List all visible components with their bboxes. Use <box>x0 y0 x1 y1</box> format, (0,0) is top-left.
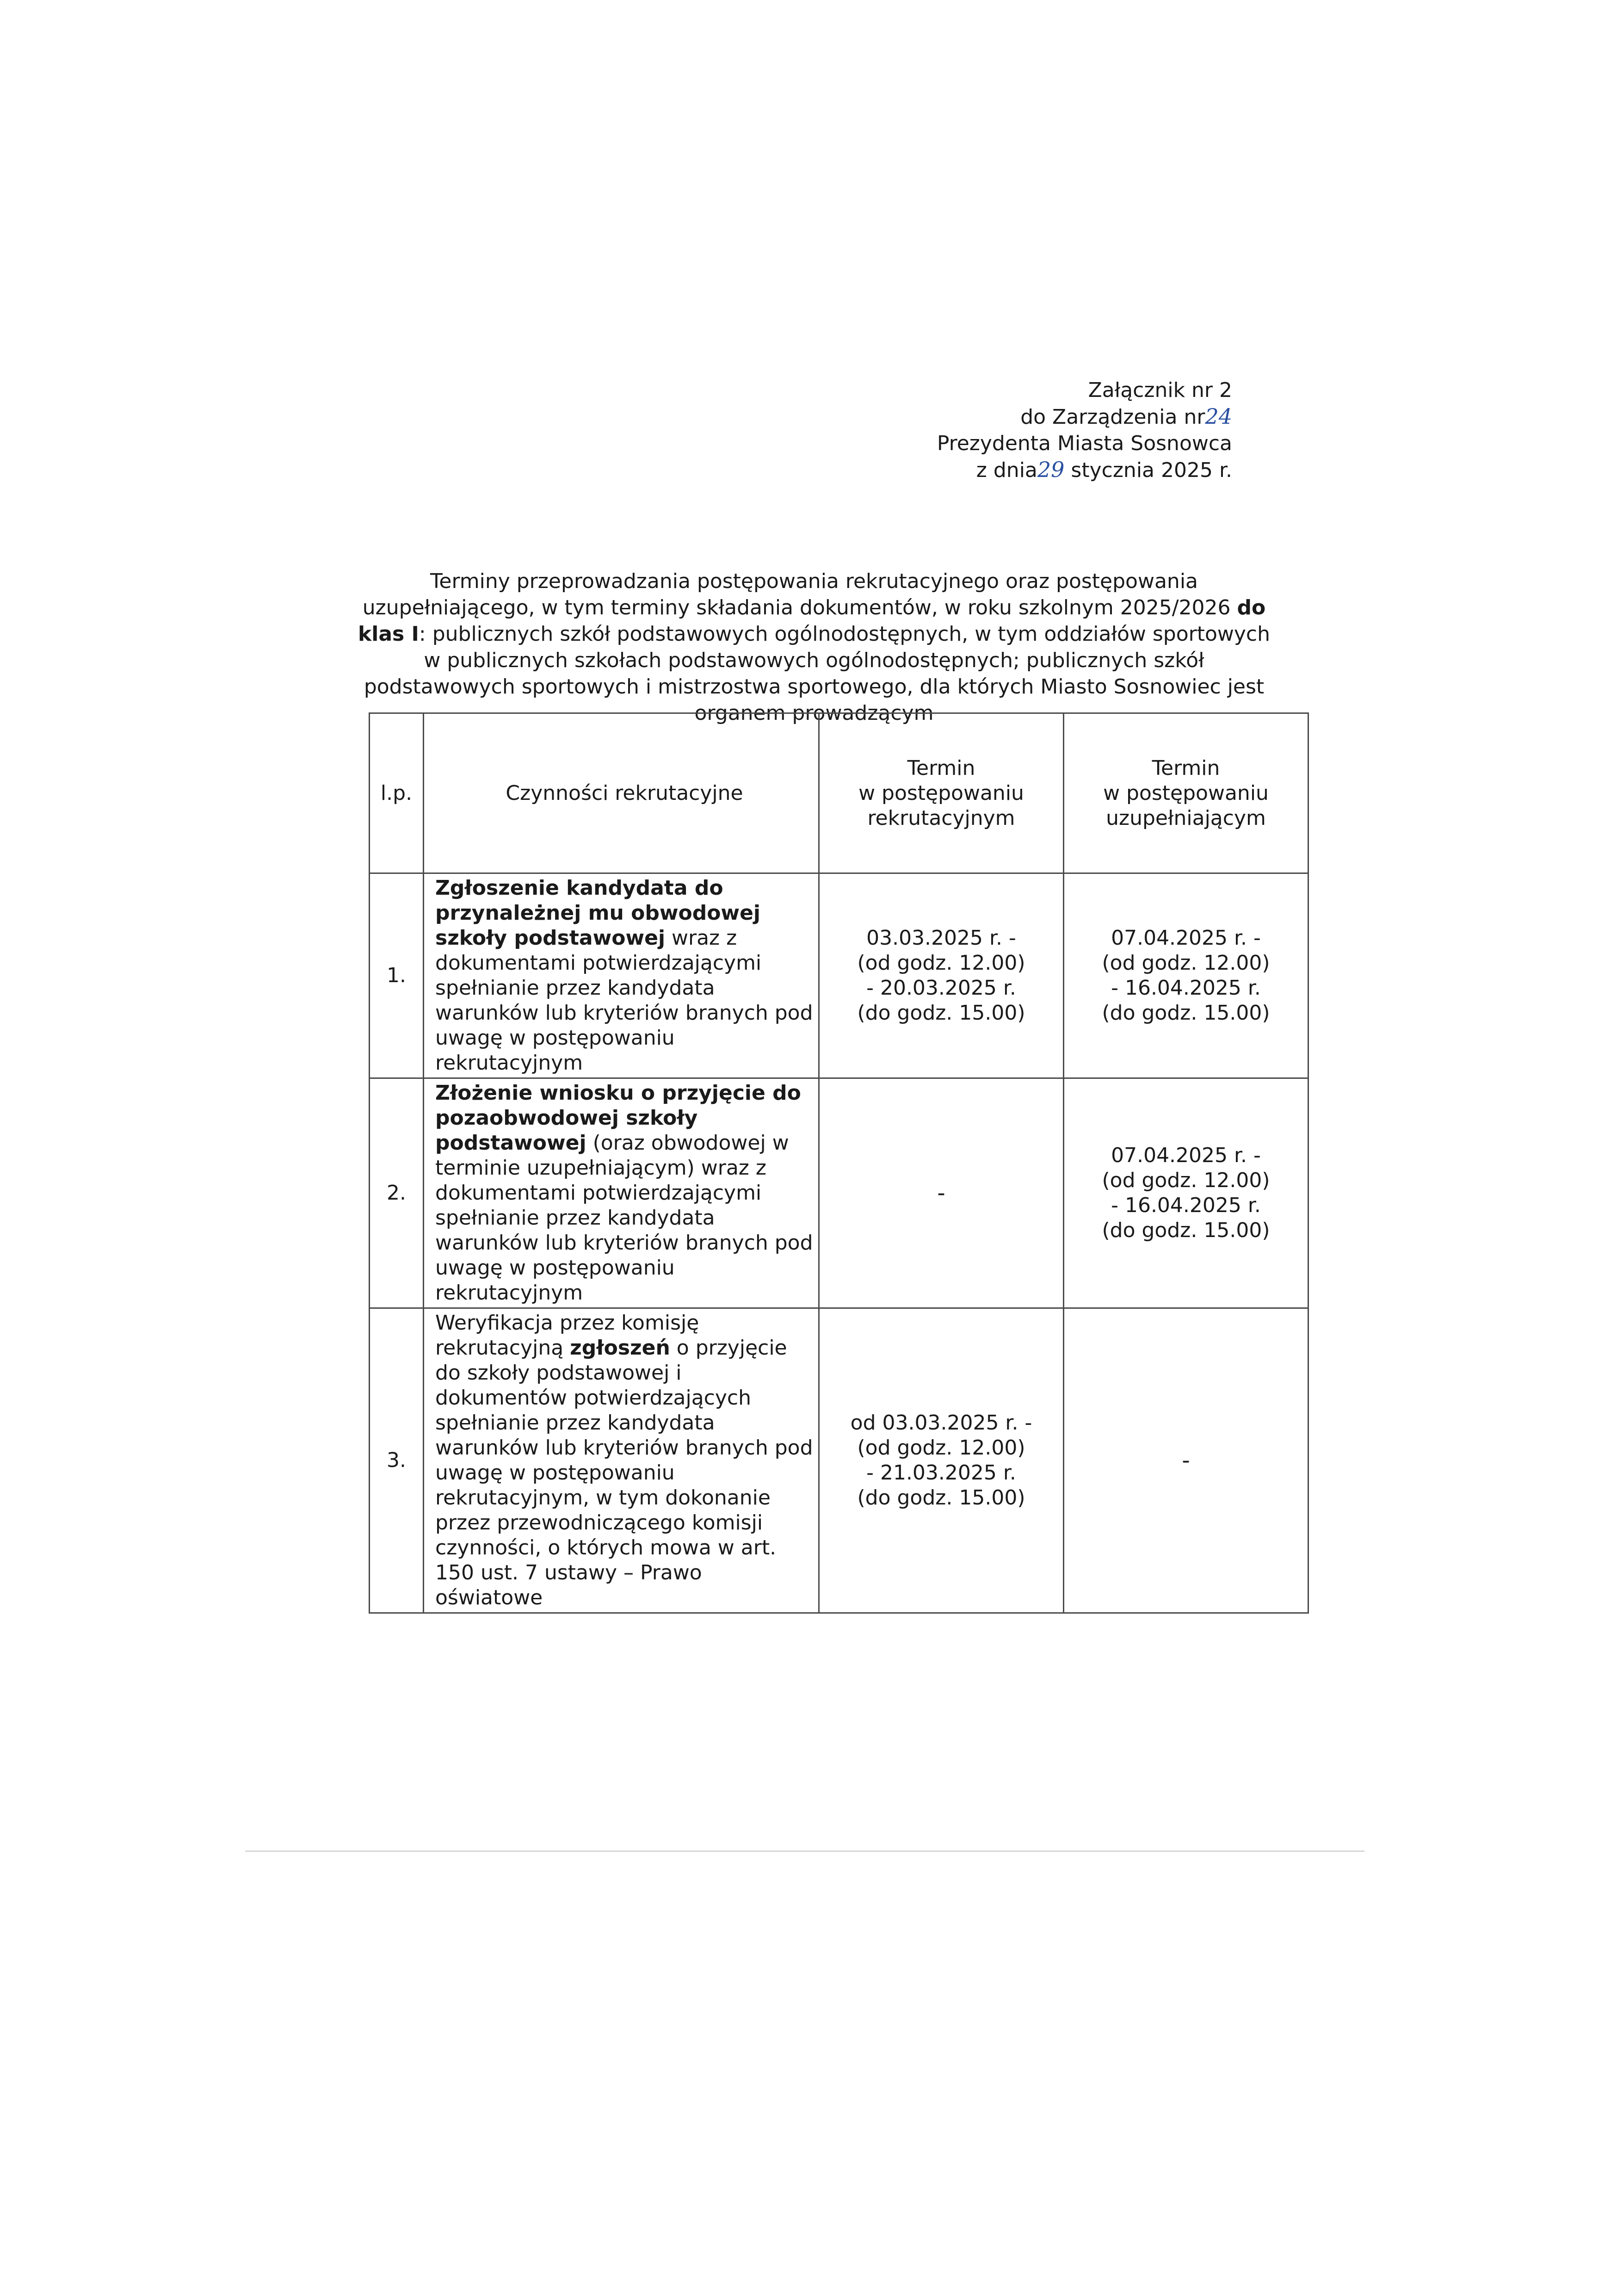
title-bold-part: do klas I <box>358 596 1266 646</box>
row-term-recruitment: - <box>819 1078 1064 1308</box>
activity-bold: Zgłoszenie kandydata do przynależnej mu obwodowej szkoły podstawowej <box>435 876 760 950</box>
date-month-year: stycznia 2025 r. <box>1064 458 1232 482</box>
ordinance-number-line <box>770 403 1232 430</box>
title-part-1: Terminy przeprowadzania postępowania rekrutacyjnego oraz postępowania uzupełniającego, w tym terminy składania dokumentów, w roku szkolnym 2025/2026 <box>362 569 1237 619</box>
row-activity <box>424 1308 819 1613</box>
row-activity <box>424 873 819 1078</box>
table-row <box>370 1308 1308 1613</box>
table-row <box>370 873 1308 1078</box>
row-term-recruitment: 03.03.2025 r. - (od godz. 12.00) - 20.03.2025 r. (do godz. 15.00) <box>819 873 1064 1078</box>
activity-rest: (oraz obwodowej w terminie uzupełniającym) wraz z dokumentami potwierdzającymi spełnianie przez kandydata warunków lub kryteriów branych pod uwagę w postępowaniu rekrutacyjnym <box>435 1131 813 1305</box>
document-title <box>352 568 1277 726</box>
table-header-row <box>370 713 1308 873</box>
header-lp: l.p. <box>370 713 424 873</box>
row-term-recruitment: od 03.03.2025 r. - (od godz. 12.00) - 21.03.2025 r. (do godz. 15.00) <box>819 1308 1064 1613</box>
attachment-number: Załącznik nr 2 <box>1088 378 1232 402</box>
header-term-recruitment: Termin w postępowaniu rekrutacyjnym <box>819 713 1064 873</box>
schedule-table <box>369 712 1309 1614</box>
row-lp: 3. <box>370 1308 424 1613</box>
date-label: z dnia <box>976 458 1037 482</box>
activity-rest: wraz z dokumentami potwierdzającymi spełnianie przez kandydata warunków lub kryteriów branych pod uwagę w postępowaniu rekrutacyjnym <box>435 926 813 1075</box>
row-activity <box>424 1078 819 1308</box>
header-activity: Czynności rekrutacyjne <box>424 713 819 873</box>
title-part-2: : publicznych szkół podstawowych ogólnodostępnych, w tym oddziałów sportowych w publicznych szkołach podstawowych ogólnodostępnych; publicznych szkół podstawowych sportowych i mistrzostwa sportowego, dla których Miasto Sosnowiec jest organem prowadzącym <box>364 622 1270 725</box>
ordinance-label: do Zarządzenia nr <box>1020 405 1205 429</box>
attachment-header <box>770 377 1232 483</box>
footer-divider <box>245 1850 1364 1852</box>
row-lp: 1. <box>370 873 424 1078</box>
row-term-supplementary: 07.04.2025 r. - (od godz. 12.00) - 16.04.2025 r. (do godz. 15.00) <box>1064 873 1308 1078</box>
handwritten-ordinance-number: 24 <box>1205 404 1232 429</box>
date-line <box>770 457 1232 483</box>
header-term-supplementary: Termin w postępowaniu uzupełniającym <box>1064 713 1308 873</box>
activity-pre: Weryfikacja przez komisję rekrutacyjną <box>435 1311 699 1360</box>
activity-bold: Złożenie wniosku o przyjęcie do pozaobwodowej szkoły podstawowej <box>435 1081 801 1155</box>
row-lp: 2. <box>370 1078 424 1308</box>
table-row <box>370 1078 1308 1308</box>
activity-bold: zgłoszeń <box>570 1336 670 1360</box>
issuer-line: Prezydenta Miasta Sosnowca <box>937 432 1232 455</box>
activity-rest: o przyjęcie do szkoły podstawowej i dokumentów potwierdzających spełnianie przez kandydata warunków lub kryteriów branych pod uwagę w postępowaniu rekrutacyjnym, w tym dokonanie przez przewodniczącego komisji czynności, o których mowa w art. 150 ust. 7 ustawy – Prawo oświatowe <box>435 1336 813 1609</box>
row-term-supplementary: - <box>1064 1308 1308 1613</box>
handwritten-day: 29 <box>1037 457 1065 482</box>
row-term-supplementary: 07.04.2025 r. - (od godz. 12.00) - 16.04.2025 r. (do godz. 15.00) <box>1064 1078 1308 1308</box>
